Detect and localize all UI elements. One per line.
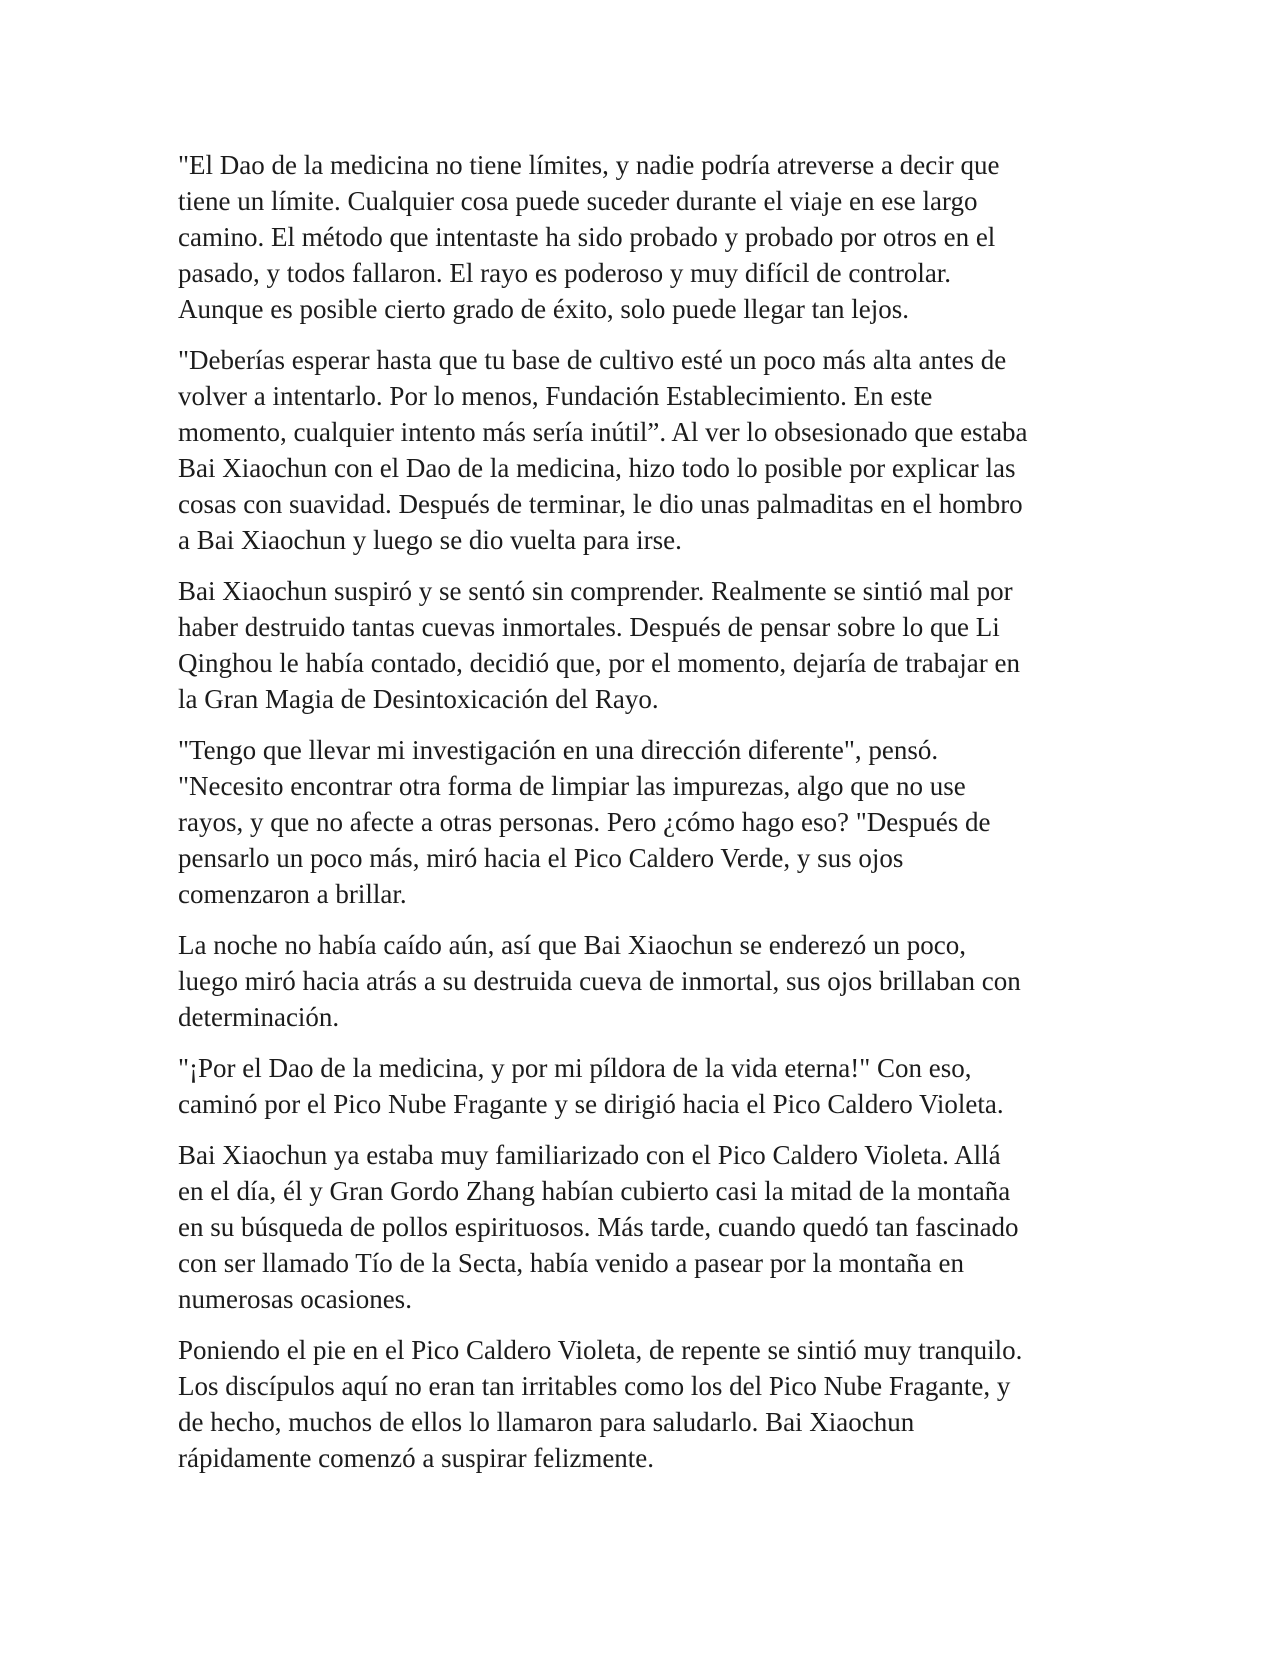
- paragraph-3: [178, 573, 1108, 717]
- text-line: camino. El método que intentaste ha sido probado y probado por otros en el: [178, 222, 996, 252]
- text-line: con ser llamado Tío de la Secta, había venido a pasear por la montaña en: [178, 1248, 964, 1278]
- text-line: en su búsqueda de pollos espirituosos. Más tarde, cuando quedó tan fascinado: [178, 1212, 1019, 1242]
- text-line: Los discípulos aquí no eran tan irritables como los del Pico Nube Fragante, y: [178, 1371, 1011, 1401]
- text-line: Poniendo el pie en el Pico Caldero Violeta, de repente se sintió muy tranquilo.: [178, 1335, 1023, 1365]
- text-line: rayos, y que no afecte a otras personas. Pero ¿cómo hago eso? "Después de: [178, 807, 991, 837]
- text-line: luego miró hacia atrás a su destruida cueva de inmortal, sus ojos brillaban con: [178, 966, 1021, 996]
- paragraph-7: [178, 1137, 1108, 1317]
- text-line: momento, cualquier intento más sería inútil”. Al ver lo obsesionado que estaba: [178, 417, 1028, 447]
- text-line: cosas con suavidad. Después de terminar, le dio unas palmaditas en el hombro: [178, 489, 1023, 519]
- text-line: en el día, él y Gran Gordo Zhang habían cubierto casi la mitad de la montaña: [178, 1176, 1011, 1206]
- text-line: "Necesito encontrar otra forma de limpiar las impurezas, algo que no use: [178, 771, 966, 801]
- paragraph-5: [178, 927, 1108, 1035]
- text-line: caminó por el Pico Nube Fragante y se dirigió hacia el Pico Caldero Violeta.: [178, 1089, 1004, 1119]
- text-line: a Bai Xiaochun y luego se dio vuelta para irse.: [178, 525, 682, 555]
- text-line: numerosas ocasiones.: [178, 1284, 412, 1314]
- text-line: Bai Xiaochun con el Dao de la medicina, hizo todo lo posible por explicar las: [178, 453, 1016, 483]
- text-line: Qinghou le había contado, decidió que, por el momento, dejaría de trabajar en: [178, 648, 1020, 678]
- body-text: [178, 147, 1108, 1491]
- text-line: rápidamente comenzó a suspirar felizmente.: [178, 1443, 655, 1473]
- text-line: tiene un límite. Cualquier cosa puede suceder durante el viaje en ese largo: [178, 186, 978, 216]
- text-line: "Tengo que llevar mi investigación en una dirección diferente", pensó.: [178, 735, 939, 765]
- text-line: Bai Xiaochun ya estaba muy familiarizado con el Pico Caldero Violeta. Allá: [178, 1140, 1001, 1170]
- text-line: Bai Xiaochun suspiró y se sentó sin comprender. Realmente se sintió mal por: [178, 576, 1013, 606]
- paragraph-6: [178, 1050, 1108, 1122]
- text-line: pensarlo un poco más, miró hacia el Pico Caldero Verde, y sus ojos: [178, 843, 904, 873]
- text-line: determinación.: [178, 1002, 340, 1032]
- text-line: "El Dao de la medicina no tiene límites, y nadie podría atreverse a decir que: [178, 150, 1000, 180]
- text-line: Aunque es posible cierto grado de éxito, solo puede llegar tan lejos.: [178, 294, 910, 324]
- text-line: "¡Por el Dao de la medicina, y por mi píldora de la vida eterna!" Con eso,: [178, 1053, 972, 1083]
- paragraph-8: [178, 1332, 1108, 1476]
- text-line: de hecho, muchos de ellos lo llamaron para saludarlo. Bai Xiaochun: [178, 1407, 915, 1437]
- text-line: volver a intentarlo. Por lo menos, Fundación Establecimiento. En este: [178, 381, 933, 411]
- text-line: comenzaron a brillar.: [178, 879, 407, 909]
- text-line: la Gran Magia de Desintoxicación del Rayo.: [178, 684, 659, 714]
- paragraph-4: [178, 732, 1108, 912]
- text-line: La noche no había caído aún, así que Bai Xiaochun se enderezó un poco,: [178, 930, 966, 960]
- text-line: haber destruido tantas cuevas inmortales. Después de pensar sobre lo que Li: [178, 612, 1000, 642]
- paragraph-1: [178, 147, 1108, 327]
- text-line: pasado, y todos fallaron. El rayo es poderoso y muy difícil de controlar.: [178, 258, 952, 288]
- text-line: "Deberías esperar hasta que tu base de cultivo esté un poco más alta antes de: [178, 345, 1007, 375]
- paragraph-2: [178, 342, 1108, 558]
